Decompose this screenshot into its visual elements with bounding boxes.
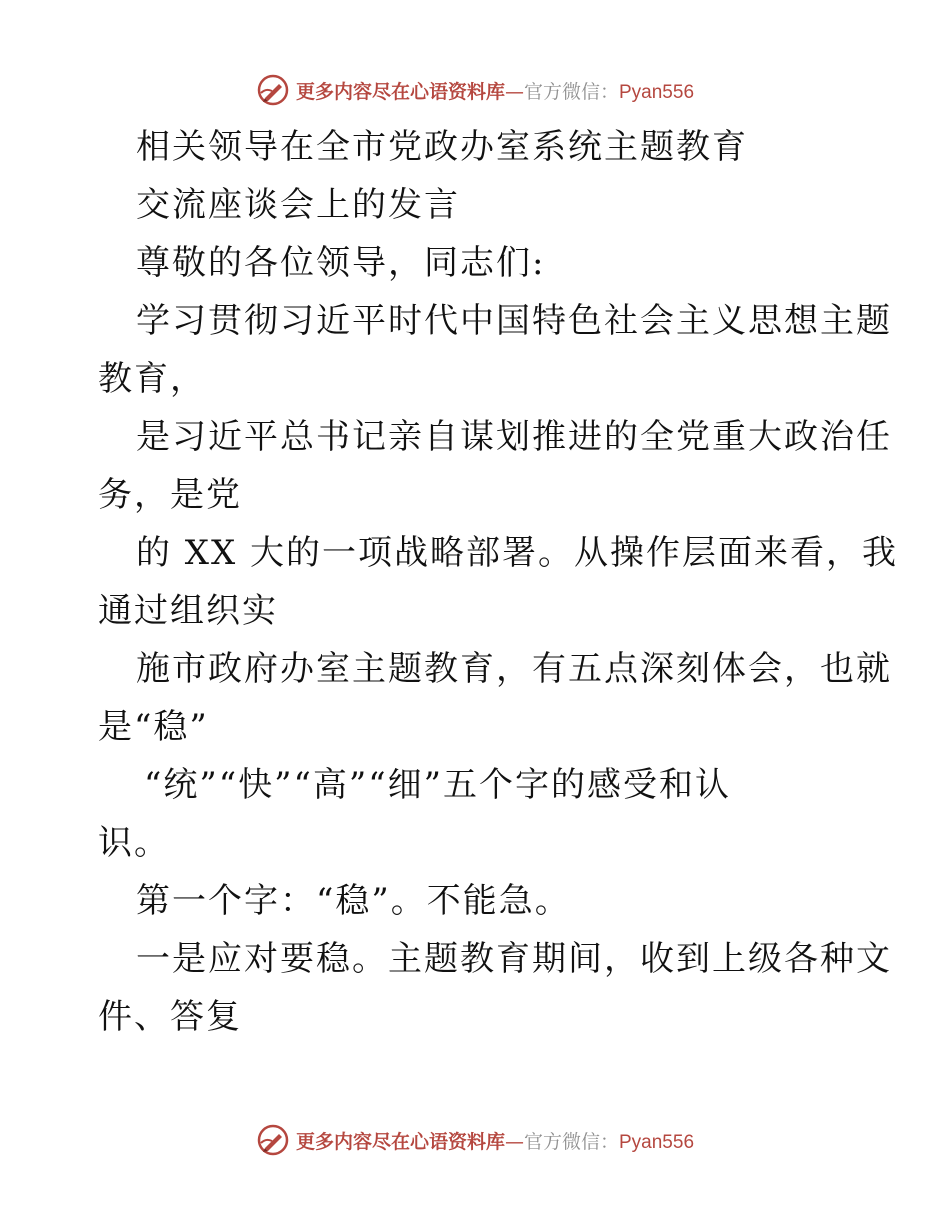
text-line: 学习贯彻习近平时代中国特色社会主义思想主题 [136,301,892,341]
text-line: 识。 [98,823,170,863]
watermark-text: 更多内容尽在心语资料库—官方微信：Pyan556 [295,80,695,103]
text-line: 一是应对要稳。主题教育期间，收到上级各种文 [136,939,892,979]
text-line: 是习近平总书记亲自谋划推进的全党重大政治任 [136,417,892,457]
text-line: 件、答复 [98,997,242,1037]
text-line: “统”“快”“高”“细”五个字的感受和认 [144,765,732,805]
text-line: 是“稳” [98,707,209,747]
watermark-header [0,70,950,110]
pen-logo-icon [256,73,290,107]
watermark-footer [0,1120,950,1160]
text-line: 施市政府办室主题教育，有五点深刻体会，也就 [136,649,892,689]
text-line: 的 XX 大的一项战略部署。从操作层面来看，我 [136,533,899,573]
document-body [98,118,899,1046]
text-line: 第一个字：“稳”。不能急。 [136,881,571,921]
pen-logo-icon [256,1123,290,1157]
text-line: 交流座谈会上的发言 [136,185,460,225]
text-line: 相关领导在全市党政办室系统主题教育 [136,127,748,167]
text-line: 教育， [98,359,206,399]
text-line: 尊敬的各位领导，同志们: [136,243,546,283]
text-line: 通过组织实 [98,591,278,631]
text-line: 务，是党 [98,475,242,515]
watermark-text: 更多内容尽在心语资料库—官方微信：Pyan556 [295,1130,695,1153]
